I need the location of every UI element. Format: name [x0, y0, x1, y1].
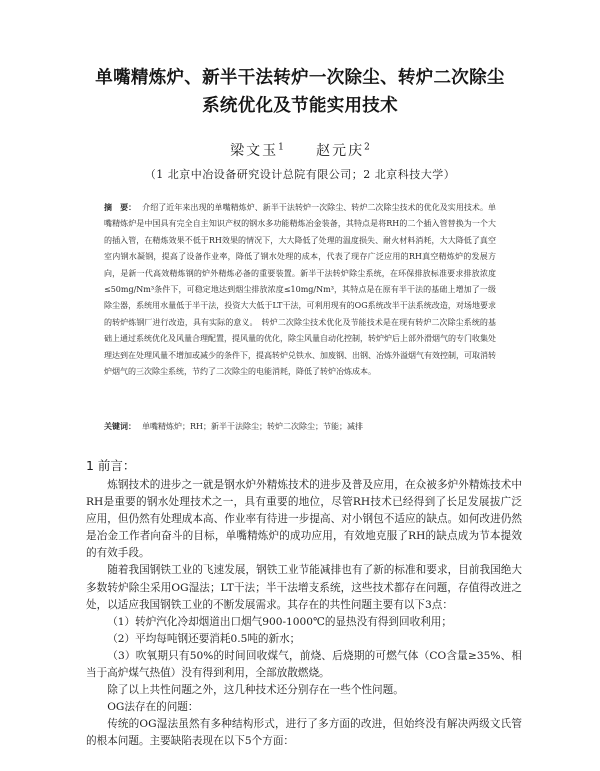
body-paragraph: 随着我国钢铁工业的飞速发展，钢铁工业节能减排也有了新的标准和要求，目前我国绝大多数转炉除尘采用OG湿法；LT干法；半干法增支系统，这些技术都存在问题，存值得改进之处，以适应我国钢铁工业的不断发展需求。其存在的共性问题主要有以下3点：: [86, 564, 522, 611]
abstract-text: 介绍了近年来出现的单嘴精炼炉、新半干法转炉一次除尘、转炉二次除尘技术的优化及实用技术。单嘴精炼炉是中国具有完全自主知识产权的钢水多功能精炼冶金装备，其特点是将RH的二个插入管替换为一个大的插入管，在精炼效果不低于RH效果的情况下，大大降低了处理的温度损失、耐火材料消耗，大大降低了真空室内钢水凝钢，提高了设备作业率，降低了钢水处理的成本，代表了现存广泛应用的RH真空精炼炉的发展方向，是新一代高效精炼钢的炉外精炼必备的重要装置。新半干法转炉除尘系统，在环保排放标准要求排放浓度≤50mg/Nm³条件下，可稳定地达到烟尘排放浓度≤10mg/Nm³，其特点是在原有半干法的基础上增加了一级除尘器，系统用水量低于半干法，投资大大低于LT干法，可利用现有的OG系统改半干法系统改造，对场地要求的转炉炼钢厂进行改造，具有实际的意义。 转炉二次除尘技术优化及节能技术是在现有转炉二次除尘系统的基础上通过系统优化及风量合理配置，提风量的优化，除尘风量自动化控制，转炉炉后上部外滑烟气的专门收集处理达到在处理风量不增加或减少的条件下，提高转炉兑铁水、加废钢、出钢、冶炼外溢烟气有效控制，可取消转炉烟气的三次除尘系统，节约了二次除尘的电能消耗，降低了转炉冶炼成本。: [104, 203, 496, 377]
body-text: [86, 477, 522, 751]
list-item: （2）平均每吨钢还要消耗0.5吨的新水；: [107, 632, 301, 645]
body-paragraph: 炼钢技术的进步之一就是钢水炉外精炼技术的进步及普及应用，在众被多炉外精炼技术中RH是重要的钢水处理技术之一，具有重要的地位，尽管RH技术已经得到了长足发展拔广泛应用，但仍然有处理成本高、作业率有待进一步提高、对小钢包不适应的缺点。如何改进仍然是冶金工作者向奋斗的目标，单嘴精炼炉的成功应用，有效地克服了RH的缺点成为节本提效的有效手段。: [86, 479, 522, 560]
paper-title: [60, 64, 540, 120]
keywords-text: 单嘴精炼炉；RH；新半干法除尘；转炉二次除尘；节能；减排: [142, 422, 363, 431]
abstract-block: [104, 200, 496, 380]
author-2-name: 赵元庆: [316, 143, 365, 159]
affiliation: （1 北京中冶设备研究设计总院有限公司；2 北京科技大学）: [144, 168, 456, 181]
list-item: （1）转炉汽化冷却烟道出口烟气900-1000℃的显热没有得到回收利用；: [107, 615, 452, 628]
author-1-affil-mark: 1: [278, 142, 284, 153]
body-paragraph: 传统的OG湿法虽然有多种结构形式，进行了多方面的改进，但始终没有解决两级文氏管的根本问题。主要缺陷表现在以下5个方面：: [86, 718, 522, 748]
keywords-block: [104, 420, 496, 434]
keywords-label: 关键词：: [104, 422, 136, 431]
author-2-affil-mark: 2: [364, 142, 370, 153]
title-line-1: 单嘴精炼炉、新半干法转炉一次除尘、转炉二次除尘: [95, 68, 505, 88]
author-1-name: 梁文玉: [230, 143, 279, 159]
author-line: [0, 140, 600, 160]
title-line-2: 系统优化及节能实用技术: [202, 96, 398, 116]
body-paragraph: 除了以上共性问题之外，这几种技术还分别存在一些个性问题。: [107, 684, 404, 697]
section-heading-introduction: 1 前言：: [86, 458, 136, 473]
abstract-label: 摘 要：: [104, 203, 137, 212]
list-item: （3）吹氧期只有50%的时间回收煤气，前烧、后烧期的可燃气体（CO含量≥35%、相当于高炉煤气热值）没有得到利用，全部放散燃烧。: [86, 649, 522, 680]
subheading: OG法存在的问题：: [107, 701, 199, 714]
